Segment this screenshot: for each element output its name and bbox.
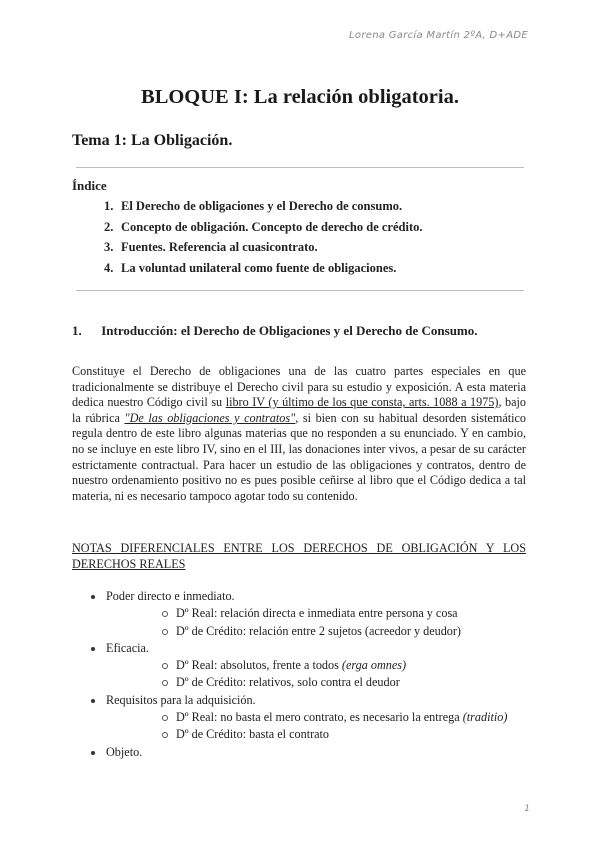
bullet-item <box>72 640 532 692</box>
sub-item <box>106 674 532 691</box>
paragraph-text: , bajo la rúbrica <box>72 395 526 425</box>
sub-item <box>106 709 532 726</box>
index-text: La voluntad unilateral como fuente de obligaciones. <box>121 260 397 275</box>
header-author: Lorena García Martín 2ºA, D+ADE <box>349 30 528 41</box>
index-label: Índice <box>72 178 107 193</box>
notes-heading: NOTAS DIFERENCIALES ENTRE LOS DERECHOS DE OBLIGACIÓN Y LOS DERECHOS REALES <box>72 541 526 571</box>
index-item <box>104 217 422 238</box>
sub-item <box>106 605 532 622</box>
bullet-item <box>72 744 532 761</box>
divider-top <box>76 167 524 168</box>
index-text: Concepto de obligación. Concepto de derecho de crédito. <box>121 219 423 234</box>
index-text: El Derecho de obligaciones y el Derecho de consumo. <box>121 199 403 213</box>
sub-item <box>106 657 532 674</box>
bullet-text: Requisitos para la adquisición. <box>106 692 256 707</box>
index-number: 3. <box>104 240 114 254</box>
index-item <box>104 258 422 279</box>
index-number: 4. <box>104 260 114 275</box>
sub-text: Dº Real: relación directa e inmediata entre persona y cosa <box>176 606 458 621</box>
libro-iv-reference: libro IV (y último de los que consta, arts. 1088 a 1975) <box>225 395 499 410</box>
sub-item <box>106 726 532 743</box>
index-item <box>104 237 422 258</box>
bullet-item <box>72 588 532 640</box>
sub-text-italic: (erga omnes) <box>341 658 407 673</box>
sub-list <box>106 657 532 692</box>
sub-text: Dº de Crédito: relación entre 2 sujetos (acreedor y deudor) <box>176 623 461 638</box>
sub-list <box>106 709 532 744</box>
bullet-text: Eficacia. <box>106 640 149 655</box>
divider-bottom <box>76 290 524 291</box>
section-heading-text: Introducción: el Derecho de Obligaciones y el Derecho de Consumo. <box>101 323 478 338</box>
index-list <box>104 196 422 278</box>
bullet-text: Objeto. <box>106 744 143 759</box>
index-text: Fuentes. Referencia al cuasicontrato. <box>121 240 318 254</box>
rubrica-reference: "De las obligaciones y contratos" <box>124 410 296 425</box>
page-number: 1 <box>524 804 530 814</box>
section-heading <box>72 323 526 340</box>
sub-text-italic: (traditio) <box>462 710 508 725</box>
sub-text: Dº Real: no basta el mero contrato, es necesario la entrega <box>176 710 463 725</box>
intro-paragraph <box>72 364 526 504</box>
sub-text: Dº de Crédito: basta el contrato <box>176 727 330 742</box>
paragraph-text: , si bien con su habitual desorden sistemático regula dentro de este libro algunas materias que no responden a su enunciado. Y en cambio, no se incluye en este libro IV, sino en el III, las donaciones inter vivos, a pesar de su carácter estrictamente contractual. Para hacer un estudio de las obligaciones y contratos, dentro de nuestro ordenamiento positivo no es pues posible ceñirse al libro que el Código dedica a tal materia, ni es necesario tampoco agotar todo su contenido. <box>72 410 527 503</box>
notes-list <box>72 588 532 761</box>
page-title: BLOQUE I: La relación obligatoria. <box>141 86 459 108</box>
paragraph-text: Constituye el Derecho de obligaciones una de las cuatro partes especiales en que tradicionalmente se distribuye el Derecho civil para su estudio y exposición. A esta materia dedica nuestro Código civil su <box>72 364 526 410</box>
section-number: 1. <box>72 323 82 338</box>
index-number: 2. <box>104 219 114 234</box>
sub-text: Dº Real: absolutos, frente a todos <box>176 658 342 673</box>
bullet-item <box>72 692 532 744</box>
sub-text: Dº de Crédito: relativos, solo contra el deudor <box>176 675 400 690</box>
tema-title: Tema 1: La Obligación. <box>72 132 233 149</box>
index-number: 1. <box>104 199 114 213</box>
sub-list <box>106 605 532 640</box>
sub-item <box>106 623 532 640</box>
index-item <box>104 196 422 217</box>
bullet-text: Poder directo e inmediato. <box>106 589 235 603</box>
